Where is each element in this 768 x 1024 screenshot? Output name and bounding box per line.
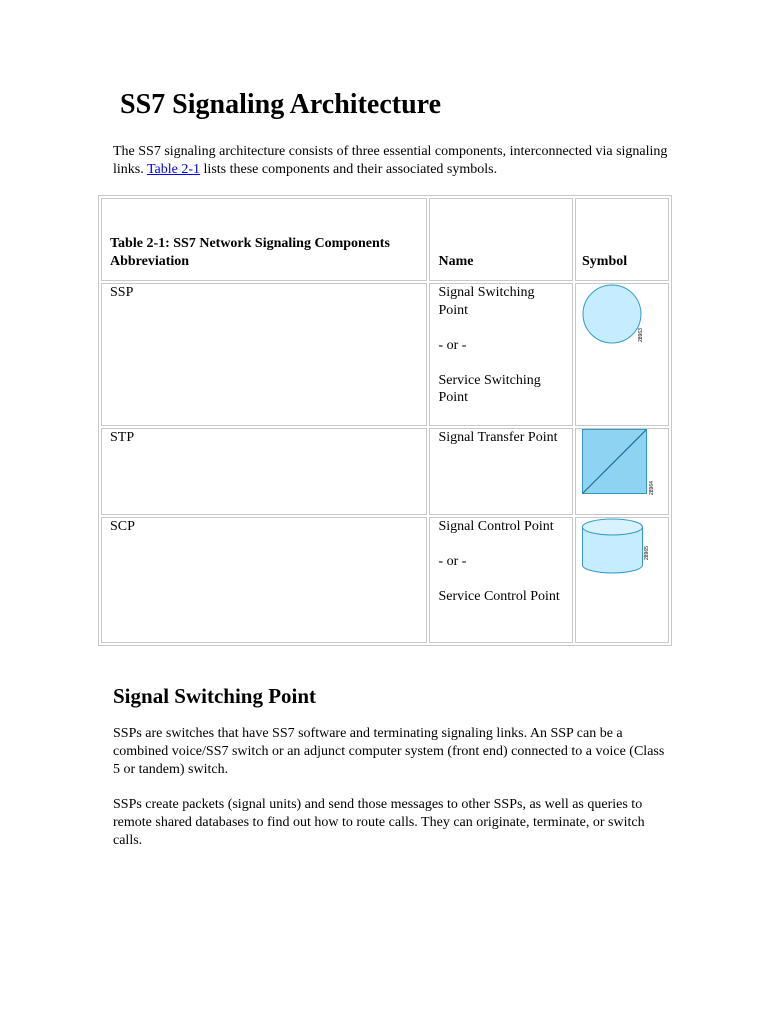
ssp-or-line: - or - — [438, 337, 467, 353]
ssp-name-cell — [429, 283, 573, 426]
stp-symbol-tag: 28964 — [649, 481, 655, 495]
table-caption: Table 2-1: SS7 Network Signaling Components — [110, 236, 390, 251]
header-abbreviation: Abbreviation — [110, 253, 190, 269]
scp-alt-name-line: Service Control Point — [438, 589, 560, 604]
intro-paragraph — [113, 143, 673, 179]
header-cell-abbreviation — [101, 198, 427, 281]
table-row — [101, 428, 669, 515]
scp-abbreviation: SCP — [101, 517, 427, 643]
table-2-1-link[interactable]: Table 2-1 — [146, 162, 201, 177]
stp-abbreviation: STP — [101, 428, 427, 515]
table-row — [101, 283, 669, 426]
table-row — [101, 517, 669, 643]
stp-name-cell — [429, 428, 573, 515]
section-paragraph-2: SSPs create packets (signal units) and send those messages to other SSPs, as well as queries to remote shared databases to find out how to route calls. They can originate, terminate, or switch calls. — [113, 797, 645, 848]
header-cell-symbol — [575, 198, 669, 281]
section-title: Signal Switching Point — [113, 684, 317, 708]
section-paragraph-1: SSPs are switches that have SS7 software and terminating signaling links. An SSP can be a combined voice/SS7 switch or an adjunct computer system (front end) connected to a voice (Class 5 or tandem) switch. — [113, 726, 665, 777]
ssp-name-line: Signal Switching Point — [438, 285, 535, 318]
header-cell-name — [429, 198, 573, 281]
page-title: SS7 Signaling Architecture — [120, 89, 442, 120]
ssp-symbol-cell — [575, 283, 669, 426]
scp-cylinder-symbol-icon — [582, 518, 652, 576]
stp-square-symbol-icon — [582, 429, 658, 499]
intro-text-after: lists these components and their associated symbols. — [200, 162, 498, 177]
intro-text-before: The SS7 signaling architecture consists of three essential components, interconnected via signaling links. — [113, 144, 668, 177]
stp-symbol-cell — [575, 428, 669, 515]
ssp-alt-name-line: Service Switching Point — [438, 372, 541, 405]
scp-symbol-tag: 28965 — [644, 546, 650, 560]
ssp-circle-symbol-icon — [582, 284, 652, 348]
scp-name-cell — [429, 517, 573, 643]
ssp-abbreviation: SSP — [101, 283, 427, 426]
header-symbol: Symbol — [582, 253, 628, 269]
ssp-symbol-tag: 28963 — [638, 328, 644, 342]
scp-name-line: Signal Control Point — [438, 519, 554, 534]
table-header-row — [101, 198, 669, 281]
scp-symbol-cell — [575, 517, 669, 643]
scp-or-line: - or - — [438, 554, 467, 569]
components-table — [98, 195, 672, 646]
stp-name-line: Signal Transfer Point — [438, 430, 558, 445]
header-name: Name — [438, 253, 474, 269]
